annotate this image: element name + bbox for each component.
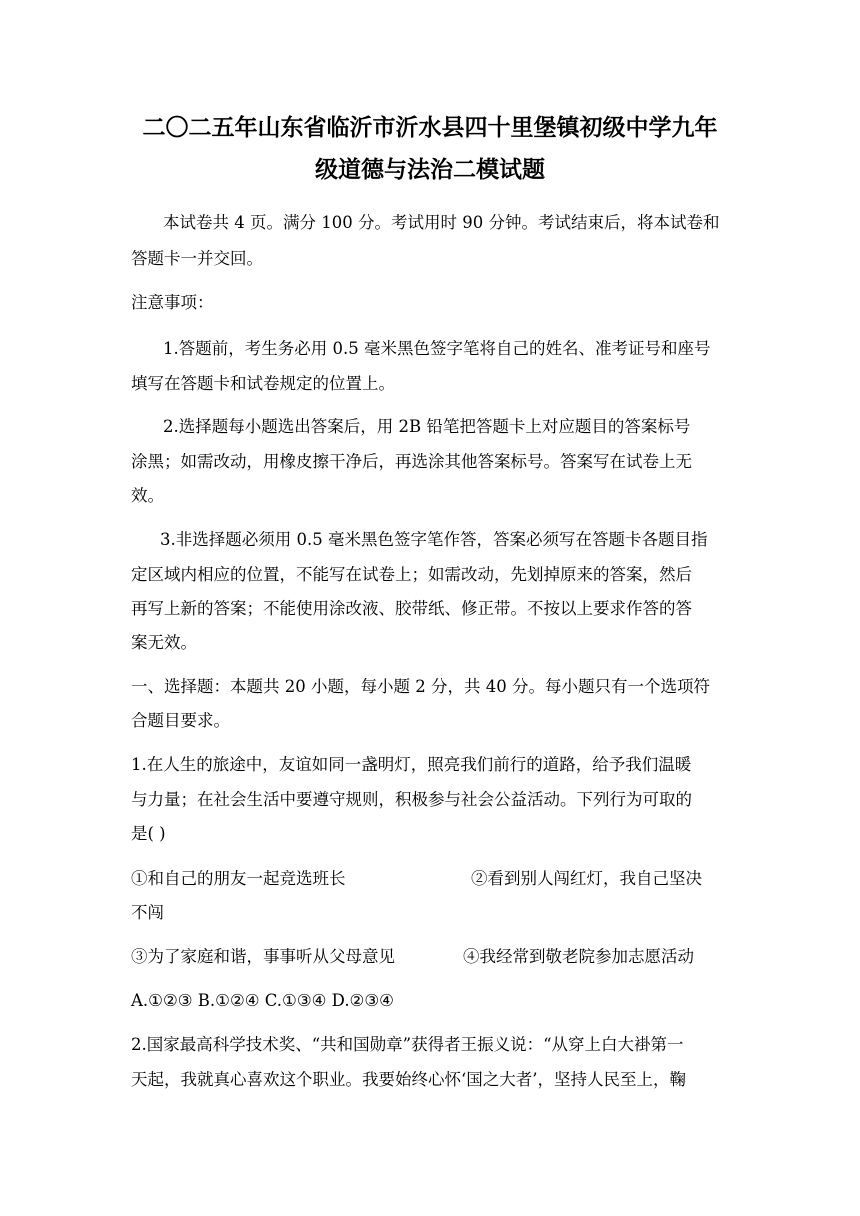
question-1-option-2-wrap: 不闯: [131, 903, 164, 922]
title-line-2: 级道德与法治二模试题: [315, 156, 545, 183]
question-1-line-1: 1.在人生的旅途中，友谊如同一盏明灯，照亮我们前行的道路，给予我们温暖: [131, 755, 692, 774]
title-line-1: 二〇二五年山东省临沂市沂水县四十里堡镇初级中学九年: [142, 114, 718, 141]
note-1-line-2: 填写在答题卡和试卷规定的位置上。: [131, 374, 395, 393]
note-3-line-3: 再写上新的答案；不能使用涂改液、胶带纸、修正带。不按以上要求作答的答: [131, 599, 692, 618]
note-2-line-3: 效。: [131, 486, 164, 505]
notes-heading: 注意事项：: [131, 293, 214, 312]
note-3-line-4: 案无效。: [131, 633, 197, 652]
question-2-line-1: 2.国家最高科学技术奖、“共和国勋章”获得者王振义说：“从穿上白大褂第一: [131, 1035, 684, 1054]
intro-line-1: 本试卷共 4 页。满分 100 分。考试用时 90 分钟。考试结束后，将本试卷和: [163, 213, 720, 232]
note-1-line-1: 1.答题前，考生务必用 0.5 毫米黑色签字笔将自己的姓名、准考证号和座号: [163, 339, 711, 358]
question-2-line-2: 天起，我就真心喜欢这个职业。我要始终心怀‘国之大者’，坚持人民至上，鞠: [131, 1070, 686, 1089]
question-1-choices: A.①②③ B.①②④ C.①③④ D.②③④: [131, 991, 394, 1010]
question-1-line-2: 与力量；在社会生活中要遵守规则，积极参与社会公益活动。下列行为可取的: [131, 790, 692, 809]
section-1-line-2: 合题目要求。: [131, 711, 230, 730]
note-3-line-1: 3.非选择题必须用 0.5 毫米黑色签字笔作答，答案必须写在答题卡各题目指: [160, 530, 708, 549]
note-3-line-2: 定区域内相应的位置，不能写在试卷上；如需改动，先划掉原来的答案，然后: [131, 565, 692, 584]
note-2-line-2: 涂黑；如需改动，用橡皮擦干净后，再选涂其他答案标号。答案写在试卷上无: [131, 452, 692, 471]
question-1-option-4: ④我经常到敬老院参加志愿活动: [463, 947, 694, 966]
question-1-line-3: 是( ): [131, 824, 166, 843]
section-1-line-1: 一、选择题：本题共 20 小题，每小题 2 分，共 40 分。每小题只有一个选项符: [131, 677, 710, 696]
question-1-option-2: ②看到别人闯红灯，我自己坚决: [471, 869, 702, 888]
question-1-option-3: ③为了家庭和谐，事事听从父母意见: [131, 947, 395, 966]
note-2-line-1: 2.选择题每小题选出答案后，用 2B 铅笔把答题卡上对应题目的答案标号: [163, 417, 691, 436]
question-1-option-1: ①和自己的朋友一起竞选班长: [131, 869, 346, 888]
intro-line-2: 答题卡一并交回。: [131, 249, 263, 268]
